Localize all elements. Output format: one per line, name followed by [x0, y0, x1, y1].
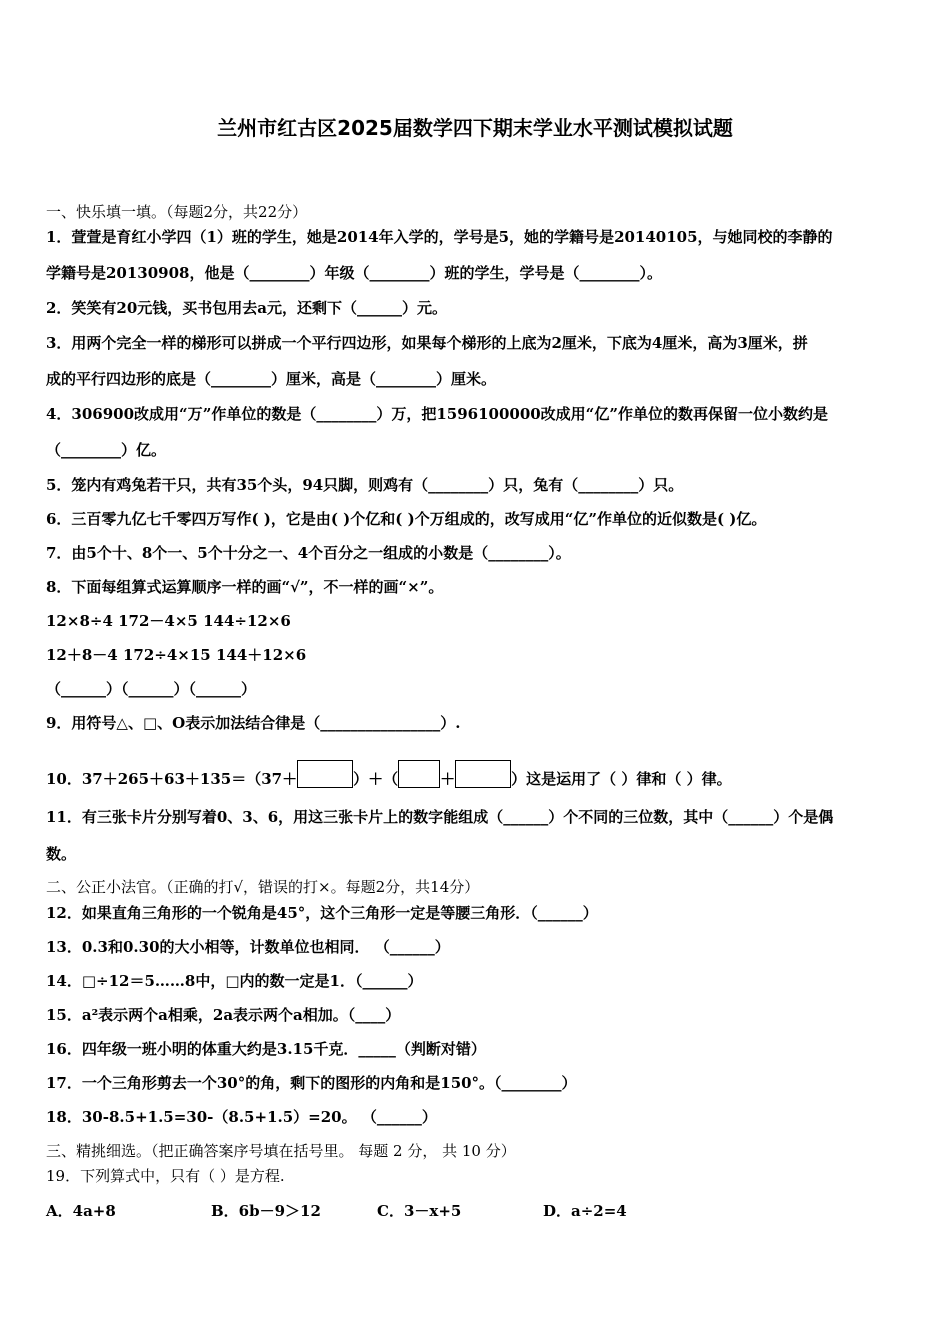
option-a[interactable]: A．4a+8	[46, 1202, 116, 1220]
section-heading-2: 二、公正小法官。（正确的打√，错误的打×。每题2分，共14分）	[46, 878, 480, 896]
question-9: 9．用符号△、□、O表示加法结合律是（________________）.	[46, 714, 461, 732]
question-15: 15．a²表示两个a相乘，2a表示两个a相加。（____）	[46, 1006, 401, 1024]
section-heading-1: 一、快乐填一填。（每题2分，共22分）	[46, 203, 308, 221]
question-10	[46, 760, 732, 789]
question-5: 5．笼内有鸡兔若干只，共有35个头，94只脚，则鸡有（________）只，兔有（________）只。	[46, 476, 684, 494]
question-8-row-2: 12＋8－4 172÷4×15 144＋12×6	[46, 646, 307, 664]
question-3-line-2: 成的平行四边形的底是（________）厘米，高是（________）厘米。	[46, 370, 497, 388]
option-c[interactable]: C．3－x+5	[377, 1202, 462, 1220]
answer-box-1[interactable]	[297, 760, 353, 788]
question-13: 13．0.3和0.30的大小相等，计数单位也相同． （______）	[46, 938, 450, 956]
question-2: 2．笑笑有20元钱，买书包用去a元，还剩下（______）元。	[46, 299, 448, 317]
question-14: 14．□÷12＝5……8中，□内的数一定是1．（______）	[46, 972, 423, 990]
question-6: 6．三百零九亿七千零四万写作( )，它是由( )个亿和( )个万组成的，改写成用“亿”作单位的近似数是( )亿。	[46, 510, 767, 528]
section-heading-3: 三、精挑细选。（把正确答案序号填在括号里。 每题 2 分， 共 10 分）	[46, 1142, 516, 1160]
option-b[interactable]: B．6b－9＞12	[211, 1202, 321, 1220]
question-8: 8．下面每组算式运算顺序一样的画“√”，不一样的画“×”。	[46, 578, 444, 596]
question-8-answers: （______）（______）（______）	[46, 680, 257, 698]
question-10-part-c: ＋	[440, 770, 456, 788]
question-18: 18．30-8.5+1.5=30-（8.5+1.5）=20。 （______）	[46, 1108, 437, 1126]
question-3-line-1: 3．用两个完全一样的梯形可以拼成一个平行四边形，如果每个梯形的上底为2厘米，下底为4厘米，高为3厘米，拼	[46, 334, 808, 352]
answer-box-2[interactable]	[398, 760, 440, 788]
option-d[interactable]: D．a÷2=4	[543, 1202, 627, 1220]
question-17: 17．一个三角形剪去一个30°的角，剩下的图形的内角和是150°。（________）	[46, 1074, 577, 1092]
question-4-line-1: 4．306900改成用“万”作单位的数是（________）万，把1596100000改成用“亿”作单位的数再保留一位小数约是	[46, 405, 828, 423]
question-10-part-a: 10．37＋265＋63＋135＝（37＋	[46, 770, 298, 788]
question-11-line-1: 11．有三张卡片分别写着0、3、6，用这三张卡片上的数字能组成（______）个不同的三位数，其中（______）个是偶	[46, 808, 834, 826]
question-1-line-2: 学籍号是20130908，他是（________）年级（________）班的学生，学号是（________）。	[46, 264, 662, 282]
question-19: 19．下列算式中，只有（ ）是方程.	[46, 1167, 285, 1185]
question-12: 12．如果直角三角形的一个锐角是45°，这个三角形一定是等腰三角形．（______）	[46, 904, 598, 922]
question-8-row-1: 12×8÷4 172－4×5 144÷12×6	[46, 612, 291, 630]
question-7: 7．由5个十、8个一、5个十分之一、4个百分之一组成的小数是（________）。	[46, 544, 571, 562]
page-title: 兰州市红古区2025届数学四下期末学业水平测试模拟试题	[217, 116, 733, 140]
question-4-line-2: （________）亿。	[46, 441, 167, 459]
question-16: 16．四年级一班小明的体重大约是3.15千克．_____（判断对错）	[46, 1040, 486, 1058]
question-10-part-b: ）＋（	[353, 770, 399, 788]
question-10-part-d: ）这是运用了（ ）律和（ ）律。	[511, 770, 732, 788]
question-1-line-1: 1．萱萱是育红小学四（1）班的学生，她是2014年入学的，学号是5，她的学籍号是20140105，与她同校的李静的	[46, 228, 833, 246]
answer-box-3[interactable]	[455, 760, 511, 788]
question-11-line-2: 数。	[46, 845, 77, 863]
